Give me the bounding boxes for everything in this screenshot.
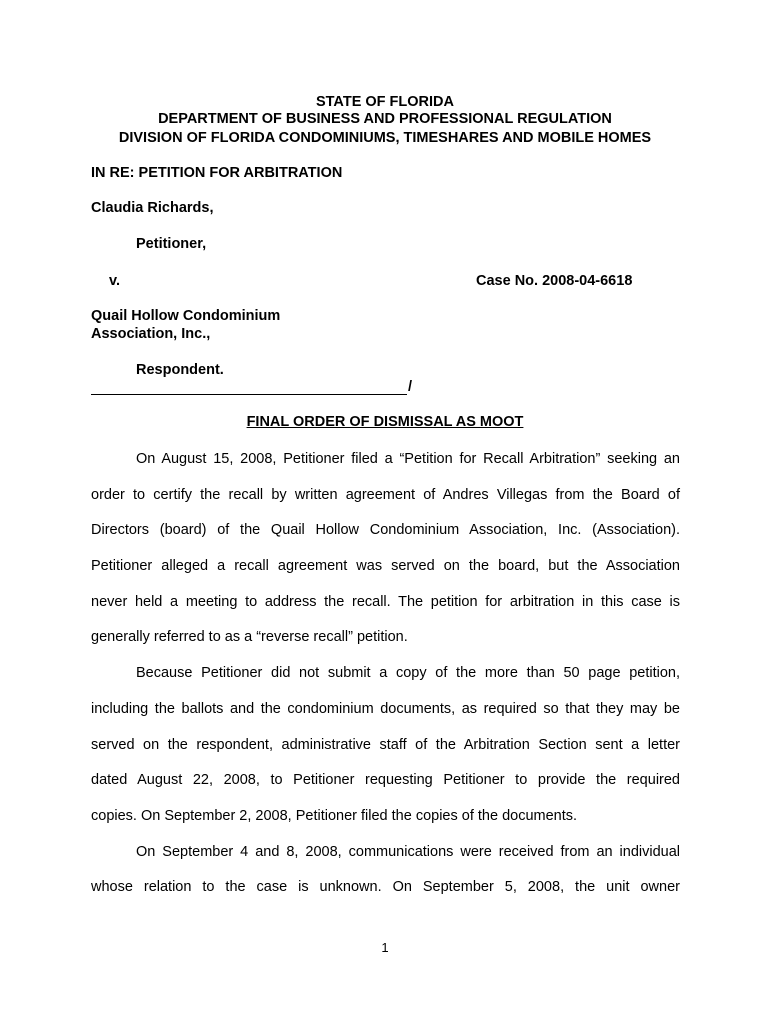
order-title [0,414,770,430]
body-line: dated August 22, 2008, to Petitioner requesting Petitioner to provide the required [91,772,680,788]
body-line: copies. On September 2, 2008, Petitioner filed the copies of the documents. [91,808,578,824]
body-line: order to certify the recall by written agreement of Andres Villegas from the Board of [91,487,680,503]
header-state: STATE OF FLORIDA [315,94,454,110]
page-number: 1 [381,940,389,955]
body-line: generally referred to as a “reverse recall” petition. [91,629,408,645]
petitioner-name: Claudia Richards, [91,200,214,216]
case-number: Case No. 2008-04-6618 [476,273,633,289]
in-re-heading: IN RE: PETITION FOR ARBITRATION [91,165,343,181]
body-line: Petitioner alleged a recall agreement was served on the board, but the Association [91,558,680,574]
body-line: Because Petitioner did not submit a copy of the more than 50 page petition, [136,665,680,681]
respondent-role: Respondent. [136,362,224,378]
body-line: served on the respondent, administrative staff of the Arbitration Section sent a letter [91,737,680,753]
respondent-name-line2: Association, Inc., [91,326,211,342]
order-title-text: FINAL ORDER OF DISMISSAL AS MOOT [246,414,524,430]
caption-rule-slash: / [408,379,413,395]
body-line: On August 15, 2008, Petitioner filed a “Petition for Recall Arbitration” seeking an [136,451,680,467]
body-line: On September 4 and 8, 2008, communications were received from an individual [136,844,680,860]
header-division: DIVISION OF FLORIDA CONDOMINIUMS, TIMESHARES AND MOBILE HOMES [118,130,652,146]
versus-label: v. [109,273,121,289]
body-line: Directors (board) of the Quail Hollow Condominium Association, Inc. (Association). [91,522,680,538]
respondent-name-line1: Quail Hollow Condominium [91,308,281,324]
body-line: never held a meeting to address the recall. The petition for arbitration in this case is [91,594,680,610]
petitioner-role: Petitioner, [136,236,207,252]
caption-rule [91,394,407,395]
body-line: including the ballots and the condominium documents, as required so that they may be [91,701,680,717]
body-line: whose relation to the case is unknown. On September 5, 2008, the unit owner [91,879,680,895]
header-department: DEPARTMENT OF BUSINESS AND PROFESSIONAL REGULATION [158,111,612,127]
